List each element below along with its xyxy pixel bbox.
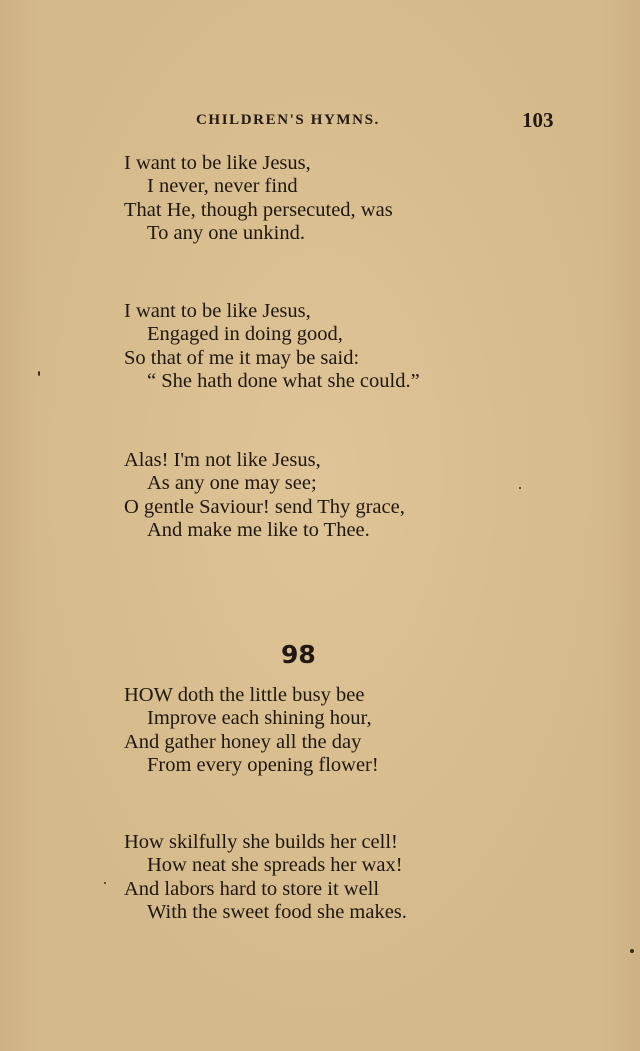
- hymn-98-stanza-1: [124, 684, 379, 777]
- verse-line: And make me like to Thee.: [147, 518, 370, 541]
- verse-line: I never, never find: [147, 175, 298, 198]
- paper-speck: [519, 487, 521, 489]
- hymn-number: 98: [281, 640, 316, 669]
- paper-speck: [630, 949, 634, 953]
- hymn-98-stanza-2: [124, 831, 407, 924]
- verse-line: O gentle Saviour! send Thy grace,: [124, 495, 405, 518]
- verse-line: From every opening flower!: [147, 753, 379, 776]
- verse-line: How neat she spreads her wax!: [147, 854, 403, 877]
- verse-line: And labors hard to store it well: [124, 877, 380, 900]
- verse-line: Engaged in doing good,: [147, 323, 343, 346]
- verse-line: I want to be like Jesus,: [124, 152, 311, 174]
- verse-line: As any one may see;: [147, 472, 317, 495]
- paper-speck: [104, 882, 106, 884]
- verse-line: Improve each shining hour,: [147, 707, 372, 730]
- verse-line: With the sweet food she makes.: [147, 900, 407, 923]
- verse-line: Alas! I'm not like Jesus,: [124, 449, 321, 471]
- verse-line: That He, though persecuted, was: [124, 198, 393, 221]
- verse-line: I want to be like Jesus,: [124, 300, 311, 322]
- verse-line: HOW doth the little busy bee: [124, 684, 365, 706]
- page-number: 103: [522, 108, 554, 132]
- paper-speck: [38, 371, 40, 376]
- verse-line: And gather honey all the day: [124, 730, 362, 753]
- stanza-2: [124, 300, 420, 393]
- verse-line: So that of me it may be said:: [124, 346, 360, 369]
- running-head: CHILDREN'S HYMNS.: [196, 112, 380, 128]
- verse-line: To any one unkind.: [147, 221, 305, 244]
- stanza-1: [124, 152, 393, 245]
- verse-line: How skilfully she builds her cell!: [124, 831, 398, 853]
- stanza-3: [124, 449, 405, 542]
- verse-line: “ She hath done what she could.”: [147, 369, 420, 392]
